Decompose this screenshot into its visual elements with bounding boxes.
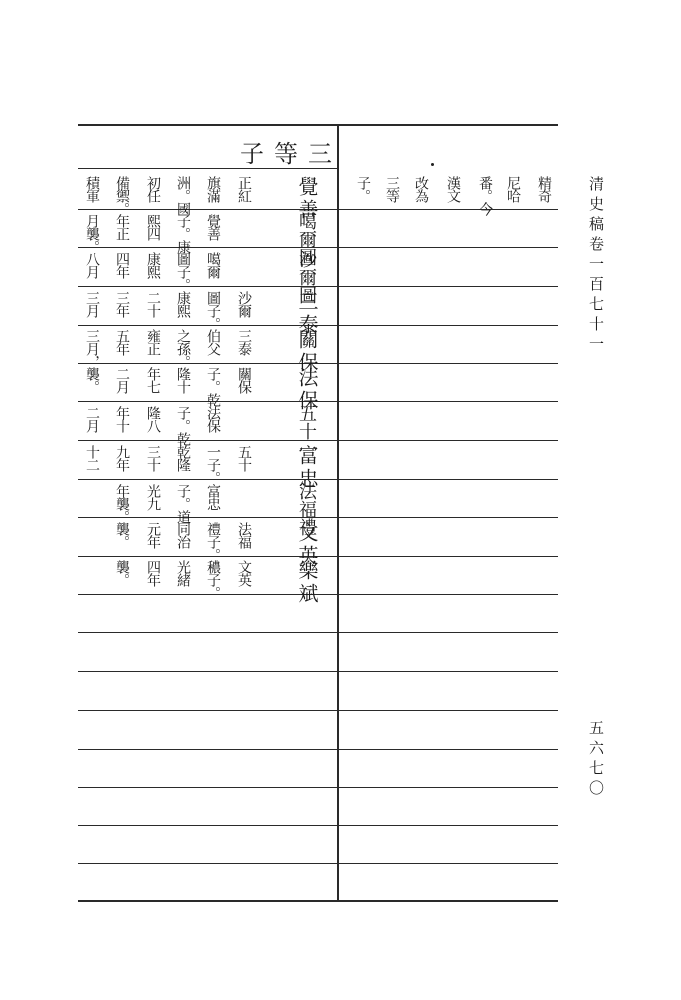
row-separator bbox=[339, 286, 558, 287]
row-note-col: 三月 bbox=[84, 291, 100, 317]
row-note-col: 年正 bbox=[114, 214, 130, 240]
row-note-col: 三十 bbox=[145, 445, 161, 471]
note-col: 尼哈 bbox=[505, 176, 521, 202]
row-note-col: 襲。 bbox=[114, 522, 130, 548]
row-note-col: 旗滿 bbox=[205, 176, 221, 202]
row-note-col: 四年 bbox=[145, 560, 161, 586]
row-note-col: 隆八 bbox=[145, 406, 161, 432]
row-note-col: 二月 bbox=[114, 367, 130, 393]
row-note-col: 法保 bbox=[205, 406, 221, 432]
note-col: 子。 bbox=[355, 176, 371, 202]
row-note-col: 富忠 bbox=[205, 484, 221, 510]
row-note-col: 元年 bbox=[145, 522, 161, 548]
row-note-col: 五年 bbox=[114, 329, 130, 355]
row-note-col: 三月， bbox=[84, 329, 100, 368]
person-name: 法福禮 bbox=[296, 482, 317, 536]
row-separator bbox=[339, 401, 558, 402]
row-note-col: 子。道 bbox=[175, 484, 191, 523]
person-name: 五十一 bbox=[296, 404, 317, 458]
row-note-col: 積軍 bbox=[84, 176, 100, 202]
row-note-col: 八月 bbox=[84, 252, 100, 278]
row-note-col: 光九 bbox=[145, 484, 161, 510]
row-note-col: 雍正 bbox=[145, 329, 161, 355]
row-note-col: 年襲。 bbox=[114, 484, 130, 523]
row-separator bbox=[339, 671, 558, 672]
running-title: 清史稿卷一百七十一 bbox=[587, 176, 605, 356]
row-separator bbox=[78, 825, 337, 826]
row-separator bbox=[339, 325, 558, 326]
row-note-col: 覺善 bbox=[205, 214, 221, 240]
row-note-col: 穠子。 bbox=[205, 560, 221, 599]
row-note-col: 熙四 bbox=[145, 214, 161, 240]
row-separator bbox=[339, 787, 558, 788]
row-note-col: 三泰 bbox=[236, 329, 252, 355]
row-note-col: 光緒 bbox=[175, 560, 191, 586]
row-note-col: 五十 bbox=[236, 445, 252, 471]
person-name: 樂斌 bbox=[295, 560, 319, 606]
row-note-col: 月襲。 bbox=[84, 214, 100, 253]
person-name: 覺善 bbox=[295, 176, 319, 222]
row-note-col: 康熙 bbox=[145, 252, 161, 278]
row-note-col: 伯父 bbox=[205, 329, 221, 355]
row-separator bbox=[339, 749, 558, 750]
row-note-col: 法福 bbox=[236, 522, 252, 548]
row-note-col: 四年 bbox=[114, 252, 130, 278]
row-note-col: 文英 bbox=[236, 560, 252, 586]
row-separator bbox=[78, 671, 337, 672]
row-separator bbox=[339, 825, 558, 826]
row-note-col: 襲。 bbox=[114, 560, 130, 586]
top-rule bbox=[78, 124, 558, 126]
row-note-col: 年十 bbox=[114, 406, 130, 432]
row-note-col: 洲。國 bbox=[175, 176, 191, 215]
row-note-col: 噶爾 bbox=[205, 252, 221, 278]
row-separator bbox=[339, 247, 558, 248]
person-name: 噶爾圖 bbox=[296, 212, 317, 266]
row-separator bbox=[339, 863, 558, 864]
person-name: 富忠 bbox=[295, 445, 319, 491]
row-note-col: 圖子。 bbox=[205, 291, 221, 330]
person-name: 法保 bbox=[295, 367, 319, 413]
row-note-col: 康熙 bbox=[175, 291, 191, 317]
row-note-col: 隆十 bbox=[175, 367, 191, 393]
row-note-col: 襲。 bbox=[84, 367, 100, 393]
person-name: 沙爾圖 bbox=[296, 250, 317, 304]
row-separator bbox=[339, 209, 558, 210]
row-note-col: 子。乾 bbox=[175, 406, 191, 445]
row-separator bbox=[78, 863, 337, 864]
table-heading: 三等子 bbox=[240, 140, 342, 168]
row-separator bbox=[78, 749, 337, 750]
row-note-col: 初任 bbox=[145, 176, 161, 202]
bottom-rule bbox=[78, 900, 558, 902]
row-note-col: 關保 bbox=[236, 367, 252, 393]
row-note-col: 子。康 bbox=[175, 214, 191, 253]
row-separator bbox=[339, 594, 558, 595]
row-separator bbox=[78, 787, 337, 788]
row-note-col: 二十 bbox=[145, 291, 161, 317]
row-separator bbox=[339, 710, 558, 711]
person-name: 三泰 bbox=[295, 291, 319, 337]
row-note-col: 乾隆 bbox=[175, 445, 191, 471]
note-col: 改為 bbox=[413, 176, 429, 202]
row-separator bbox=[78, 632, 337, 633]
row-separator bbox=[339, 479, 558, 480]
row-note-col: 子。乾 bbox=[205, 367, 221, 406]
row-note-col: 備禦。 bbox=[114, 176, 130, 215]
row-note-col: 禮子。 bbox=[205, 522, 221, 561]
row-note-col: 沙爾 bbox=[236, 291, 252, 317]
row-note-col: 十二 bbox=[84, 445, 100, 471]
row-separator bbox=[339, 632, 558, 633]
row-note-col: 圖子。 bbox=[175, 252, 191, 291]
row-note-col: 二月 bbox=[84, 406, 100, 432]
row-note-col: 之孫。 bbox=[175, 329, 191, 368]
row-note-col: 同治 bbox=[175, 522, 191, 548]
row-note-col: 正紅 bbox=[236, 176, 252, 202]
page-number: 五六七〇 bbox=[587, 720, 605, 800]
note-col: 三等 bbox=[384, 176, 400, 202]
row-separator bbox=[339, 363, 558, 364]
note-col: 精奇 bbox=[536, 176, 552, 202]
row-separator bbox=[339, 556, 558, 557]
person-name: 文英 bbox=[295, 522, 319, 568]
row-note-col: 年七 bbox=[145, 367, 161, 393]
person-name: 關保 bbox=[295, 329, 319, 375]
row-note-col: 一子。 bbox=[205, 445, 221, 484]
note-col: 漢文 bbox=[445, 176, 461, 202]
row-separator bbox=[339, 517, 558, 518]
row-note-col: 三年 bbox=[114, 291, 130, 317]
emphasis-dot bbox=[431, 163, 434, 166]
row-separator bbox=[339, 440, 558, 441]
row-separator bbox=[78, 710, 337, 711]
note-col: 番。今 bbox=[477, 176, 493, 215]
column-divider bbox=[337, 126, 339, 900]
row-note-col: 九年 bbox=[114, 445, 130, 471]
